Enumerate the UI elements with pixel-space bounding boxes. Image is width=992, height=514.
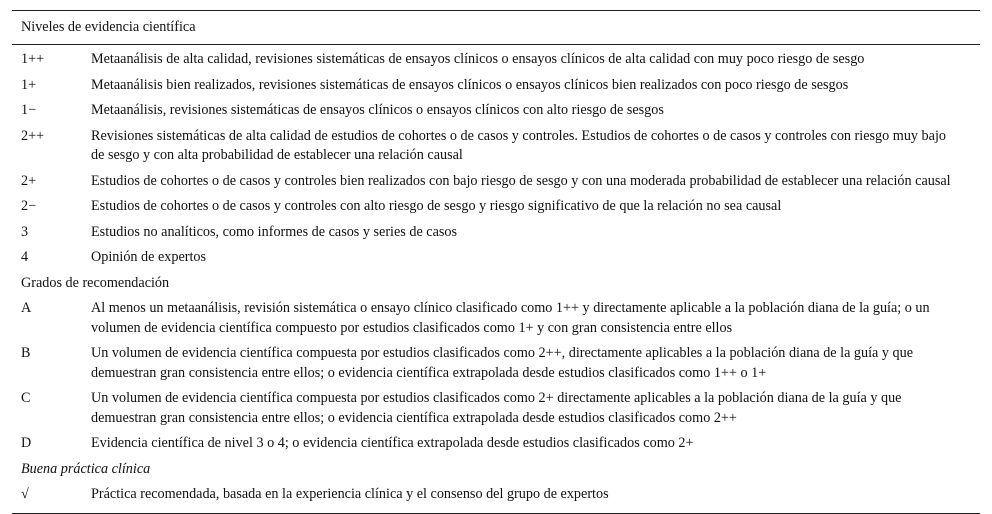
good-practice-description: Práctica recomendada, basada en la experiencia clínica y el consenso del grupo de expertos	[91, 486, 609, 502]
level-code: 2−	[21, 198, 37, 214]
table-row	[12, 169, 980, 195]
grade-description: Un volumen de evidencia científica compuesta por estudios clasificados como 2++, directamente aplicables a la población diana de la guía y que demuestran gran consistencia entre ellos; o evidencia científica extrapolada desde estudios clasificados como 1++ o 1+	[91, 345, 914, 381]
table-row	[12, 98, 980, 124]
grade-code: D	[21, 435, 32, 451]
grade-code: B	[21, 345, 31, 361]
grade-description: Al menos un metaanálisis, revisión sistemática o ensayo clínico clasificado como 1++ y directamente aplicable a la población diana de la guía; o un volumen de evidencia científica compuesto por estudios clasificados como 1+ y con gran consistencia entre ellos	[91, 300, 930, 336]
level-description: Estudios no analíticos, como informes de casos y series de casos	[91, 223, 458, 240]
level-code: 2+	[21, 172, 37, 189]
table-row	[12, 341, 980, 386]
grade-code: C	[21, 390, 31, 406]
table-row	[12, 124, 980, 169]
table-row	[12, 220, 980, 246]
level-code: 1++	[21, 51, 45, 67]
grade-description: Evidencia científica de nivel 3 o 4; o evidencia científica extrapolada desde estudios clasificados como 2+	[91, 435, 694, 451]
level-description: Estudios de cohortes o de casos y controles bien realizados con bajo riesgo de sesgo y con una moderada probabilidad de establecer una relación causal	[91, 172, 951, 189]
table-row	[12, 482, 980, 508]
level-description: Metaanálisis de alta calidad, revisiones sistemáticas de ensayos clínicos o ensayos clínicos de alta calidad con muy poco riesgo de sesgo	[91, 51, 865, 67]
level-code: 3	[21, 223, 29, 240]
table-body	[12, 45, 980, 513]
level-description: Metaanálisis, revisiones sistemáticas de ensayos clínicos o ensayos clínicos con alto riesgo de sesgos	[91, 102, 664, 118]
table-row	[12, 431, 980, 457]
level-code: 4	[21, 249, 29, 265]
level-description: Opinión de expertos	[91, 249, 207, 265]
level-description: Metaanálisis bien realizados, revisiones sistemáticas de ensayos clínicos o ensayos clínicos bien realizados con poco riesgo de sesgos	[91, 76, 849, 93]
good-practice-heading: Buena práctica clínica	[21, 460, 151, 477]
grade-description: Un volumen de evidencia científica compuesta por estudios clasificados como 2+ directamente aplicables a la población diana de la guía y que demuestran gran consistencia entre ellos; o evidencia científica extrapolada desde estudios clasificados como 2++	[91, 390, 902, 426]
recommendation-heading: Grados de recomendación	[21, 274, 170, 291]
level-code: 1−	[21, 102, 37, 118]
table-title-row	[12, 11, 980, 45]
table-row	[12, 245, 980, 271]
grade-code: A	[21, 300, 32, 316]
table-row	[12, 47, 980, 73]
table-row	[12, 296, 980, 341]
table-row	[12, 194, 980, 220]
level-code: 1+	[21, 76, 37, 93]
table-row	[12, 386, 980, 431]
level-code: 2++	[21, 127, 45, 144]
check-mark-icon: √	[21, 486, 29, 502]
level-description: Revisiones sistemáticas de alta calidad de estudios de cohortes o de casos y controles. Estudios de cohortes o de casos y controles con riesgo muy bajo de sesgo y con alta probabilidad de establecer una relación causal	[91, 127, 946, 163]
table-row	[12, 73, 980, 99]
evidence-table	[12, 10, 980, 514]
table-title: Niveles de evidencia científica	[21, 19, 196, 35]
level-description: Estudios de cohortes o de casos y controles con alto riesgo de sesgo y riesgo significativo de que la relación no sea causal	[91, 198, 782, 214]
